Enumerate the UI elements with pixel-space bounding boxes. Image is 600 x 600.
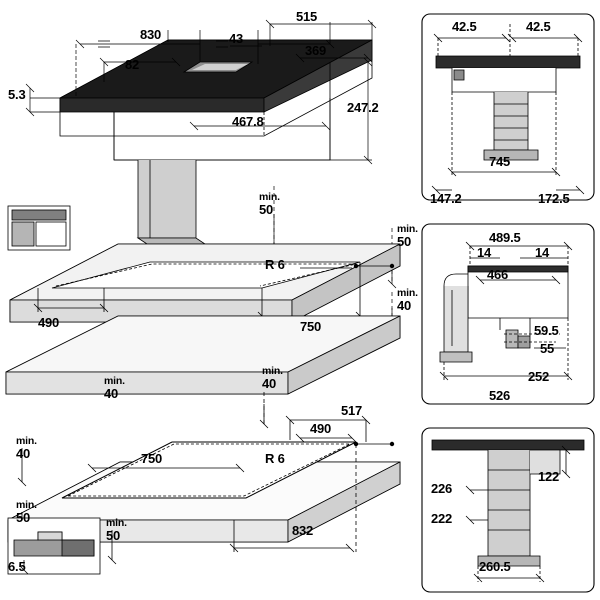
dim-14-right: 14 [535, 245, 550, 260]
dim-122: 122 [538, 469, 560, 484]
dim-750-upper: 750 [300, 319, 322, 334]
dim-466: 466 [487, 267, 509, 282]
dim-517: 517 [341, 403, 363, 418]
dim-489-5: 489.5 [489, 230, 521, 245]
radius-r6-upper: R 6 [265, 257, 285, 272]
dim-247-2: 247.2 [347, 100, 379, 115]
main-cooktop-view [60, 40, 372, 270]
panel-middle-right [422, 224, 594, 404]
dim-832: 832 [292, 523, 314, 538]
dim-490-upper: 490 [38, 315, 60, 330]
min-50-upper: min. 50 [259, 191, 280, 218]
dim-745: 745 [489, 154, 511, 169]
dim-42-5-left: 42.5 [452, 19, 477, 34]
dim-43: 43 [229, 31, 244, 46]
min-40-cutout-left: min. 40 [16, 435, 37, 462]
dim-42-5-right: 42.5 [526, 19, 551, 34]
min-40-right: min. 40 [397, 287, 418, 314]
panel-top-right [422, 14, 594, 200]
dim-59-5: 59.5 [534, 323, 559, 338]
dim-260-5: 260.5 [479, 559, 511, 574]
dim-369: 369 [305, 43, 327, 58]
dim-147-2: 147.2 [430, 191, 462, 206]
dim-172-5: 172.5 [538, 191, 570, 206]
dim-55: 55 [540, 341, 555, 356]
dim-252: 252 [528, 369, 550, 384]
dim-6-5: 6.5 [8, 559, 26, 574]
min-40-mid-right: min. 40 [262, 365, 283, 392]
min-50-cutout-left: min. 50 [16, 499, 37, 526]
dim-750-lower: 750 [141, 451, 163, 466]
dim-222: 222 [431, 511, 453, 526]
dim-82: 82 [125, 57, 140, 72]
dim-526: 526 [489, 388, 511, 403]
dim-830: 830 [140, 27, 162, 42]
min-50-right: min. 50 [397, 223, 418, 250]
dim-5-3: 5.3 [8, 87, 26, 102]
dim-467-8: 467.8 [232, 114, 264, 129]
min-50-cutout-mid: min. 50 [106, 517, 127, 544]
dim-490-lower: 490 [310, 421, 332, 436]
dim-515: 515 [296, 9, 318, 24]
min-40-mid-left: min. 40 [104, 375, 125, 402]
worktop-plane-lower [6, 316, 400, 394]
radius-r6-lower: R 6 [265, 451, 285, 466]
dim-14-left: 14 [477, 245, 492, 260]
dim-226: 226 [431, 481, 453, 496]
legend-swatch-top [8, 206, 70, 250]
